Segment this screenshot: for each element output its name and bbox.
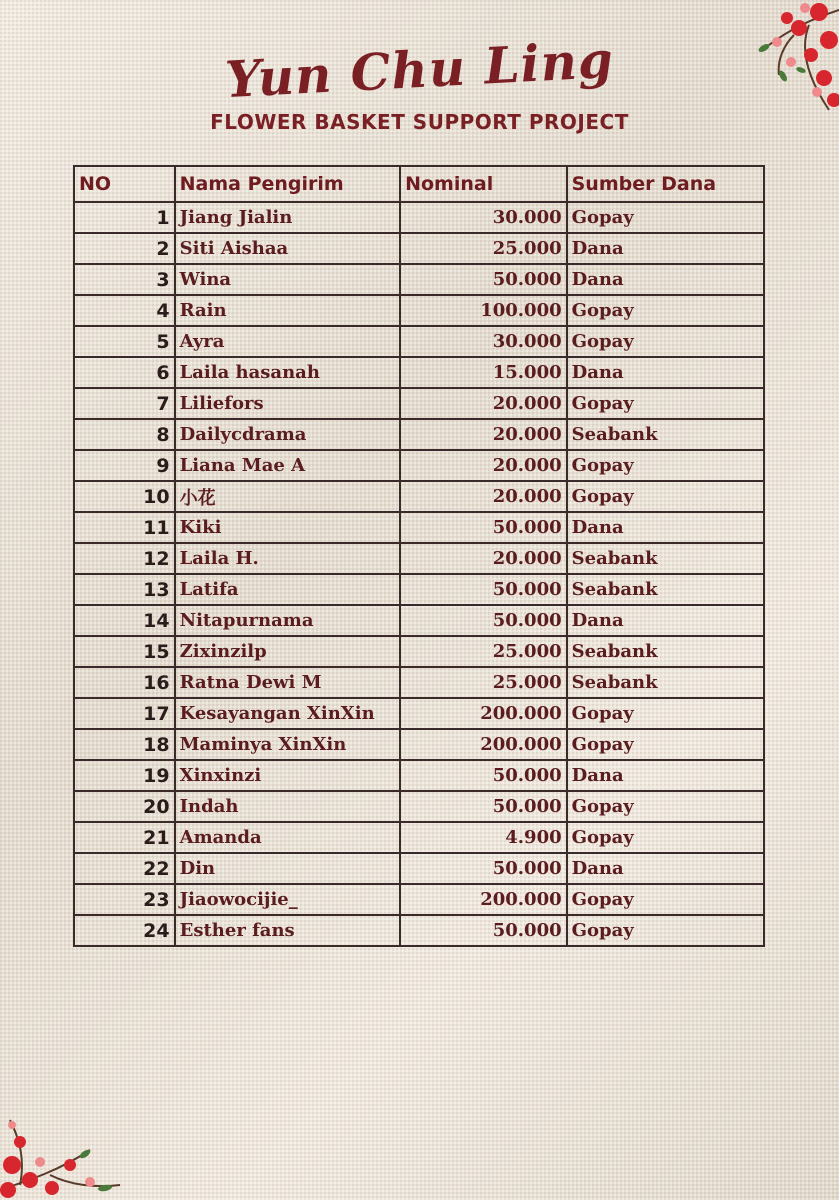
fund-source: Gopay: [567, 729, 764, 760]
sender-name: Zixinzilp: [175, 636, 400, 667]
nominal-amount: 20.000: [400, 481, 567, 512]
table-row: [74, 636, 764, 667]
row-number: 23: [74, 884, 175, 915]
table-row: [74, 760, 764, 791]
row-number: 1: [74, 202, 175, 233]
row-number: 7: [74, 388, 175, 419]
table-row: [74, 543, 764, 574]
row-number: 11: [74, 512, 175, 543]
row-number: 10: [74, 481, 175, 512]
table-row: [74, 419, 764, 450]
table-row: [74, 605, 764, 636]
sender-name: Jiaowocijie_: [175, 884, 400, 915]
table-row: [74, 388, 764, 419]
nominal-amount: 15.000: [400, 357, 567, 388]
nominal-amount: 25.000: [400, 667, 567, 698]
sender-name: Kiki: [175, 512, 400, 543]
table-row: [74, 264, 764, 295]
sender-name: Wina: [175, 264, 400, 295]
row-number: 19: [74, 760, 175, 791]
fund-source: Dana: [567, 605, 764, 636]
table-row: [74, 791, 764, 822]
fund-source: Seabank: [567, 419, 764, 450]
nominal-amount: 50.000: [400, 605, 567, 636]
sender-name: Rain: [175, 295, 400, 326]
nominal-amount: 200.000: [400, 729, 567, 760]
fund-source: Gopay: [567, 822, 764, 853]
row-number: 14: [74, 605, 175, 636]
sender-name: Maminya XinXin: [175, 729, 400, 760]
column-header-nominal: Nominal: [400, 166, 567, 202]
sender-name: Laila hasanah: [175, 357, 400, 388]
nominal-amount: 50.000: [400, 574, 567, 605]
sender-name: Din: [175, 853, 400, 884]
table-row: [74, 326, 764, 357]
fund-source: Dana: [567, 760, 764, 791]
sender-name: Liana Mae A: [175, 450, 400, 481]
fund-source: Gopay: [567, 326, 764, 357]
row-number: 21: [74, 822, 175, 853]
sender-name: Jiang Jialin: [175, 202, 400, 233]
donor-table: [73, 165, 765, 947]
sender-name: Indah: [175, 791, 400, 822]
sender-name: Xinxinzi: [175, 760, 400, 791]
nominal-amount: 50.000: [400, 791, 567, 822]
sender-name: 小花: [175, 481, 400, 512]
nominal-amount: 25.000: [400, 636, 567, 667]
nominal-amount: 20.000: [400, 419, 567, 450]
table-row: [74, 450, 764, 481]
row-number: 6: [74, 357, 175, 388]
nominal-amount: 200.000: [400, 884, 567, 915]
fund-source: Gopay: [567, 295, 764, 326]
fund-source: Gopay: [567, 202, 764, 233]
row-number: 18: [74, 729, 175, 760]
fund-source: Dana: [567, 233, 764, 264]
nominal-amount: 50.000: [400, 915, 567, 946]
nominal-amount: 30.000: [400, 202, 567, 233]
row-number: 16: [74, 667, 175, 698]
nominal-amount: 20.000: [400, 543, 567, 574]
sender-name: Kesayangan XinXin: [175, 698, 400, 729]
row-number: 4: [74, 295, 175, 326]
table-row: [74, 512, 764, 543]
row-number: 3: [74, 264, 175, 295]
sender-name: Latifa: [175, 574, 400, 605]
sender-name: Laila H.: [175, 543, 400, 574]
fund-source: Seabank: [567, 636, 764, 667]
fund-source: Gopay: [567, 481, 764, 512]
table-row: [74, 202, 764, 233]
table-row: [74, 853, 764, 884]
row-number: 2: [74, 233, 175, 264]
table-row: [74, 884, 764, 915]
row-number: 8: [74, 419, 175, 450]
sender-name: Amanda: [175, 822, 400, 853]
sender-name: Ayra: [175, 326, 400, 357]
fund-source: Dana: [567, 512, 764, 543]
row-number: 15: [74, 636, 175, 667]
sender-name: Esther fans: [175, 915, 400, 946]
sender-name: Nitapurnama: [175, 605, 400, 636]
table-row: [74, 295, 764, 326]
fund-source: Seabank: [567, 543, 764, 574]
fund-source: Dana: [567, 357, 764, 388]
column-header-no: NO: [74, 166, 175, 202]
nominal-amount: 25.000: [400, 233, 567, 264]
fund-source: Dana: [567, 853, 764, 884]
fund-source: Gopay: [567, 884, 764, 915]
table-row: [74, 574, 764, 605]
nominal-amount: 50.000: [400, 512, 567, 543]
nominal-amount: 50.000: [400, 760, 567, 791]
nominal-amount: 50.000: [400, 264, 567, 295]
page-title: Yun Chu Ling: [223, 29, 616, 110]
row-number: 9: [74, 450, 175, 481]
table-row: [74, 481, 764, 512]
sender-name: Liliefors: [175, 388, 400, 419]
row-number: 13: [74, 574, 175, 605]
row-number: 17: [74, 698, 175, 729]
row-number: 12: [74, 543, 175, 574]
table-row: [74, 233, 764, 264]
flower-branch-icon: [0, 1070, 130, 1200]
row-number: 5: [74, 326, 175, 357]
column-header-source: Sumber Dana: [567, 166, 764, 202]
nominal-amount: 4.900: [400, 822, 567, 853]
fund-source: Gopay: [567, 388, 764, 419]
fund-source: Gopay: [567, 450, 764, 481]
sender-name: Siti Aishaa: [175, 233, 400, 264]
nominal-amount: 50.000: [400, 853, 567, 884]
fund-source: Dana: [567, 264, 764, 295]
nominal-amount: 200.000: [400, 698, 567, 729]
column-header-name: Nama Pengirim: [175, 166, 400, 202]
table-row: [74, 698, 764, 729]
fund-source: Seabank: [567, 667, 764, 698]
row-number: 24: [74, 915, 175, 946]
flower-branch-icon: [699, 0, 839, 120]
sender-name: Ratna Dewi M: [175, 667, 400, 698]
nominal-amount: 20.000: [400, 388, 567, 419]
row-number: 22: [74, 853, 175, 884]
table-row: [74, 667, 764, 698]
table-header-row: [74, 166, 764, 202]
nominal-amount: 20.000: [400, 450, 567, 481]
table-row: [74, 357, 764, 388]
table-row: [74, 822, 764, 853]
table-row: [74, 915, 764, 946]
sender-name: Dailycdrama: [175, 419, 400, 450]
page-subtitle: FLOWER BASKET SUPPORT PROJECT: [210, 110, 629, 134]
fund-source: Gopay: [567, 698, 764, 729]
table-row: [74, 729, 764, 760]
fund-source: Gopay: [567, 915, 764, 946]
row-number: 20: [74, 791, 175, 822]
nominal-amount: 30.000: [400, 326, 567, 357]
nominal-amount: 100.000: [400, 295, 567, 326]
fund-source: Seabank: [567, 574, 764, 605]
fund-source: Gopay: [567, 791, 764, 822]
